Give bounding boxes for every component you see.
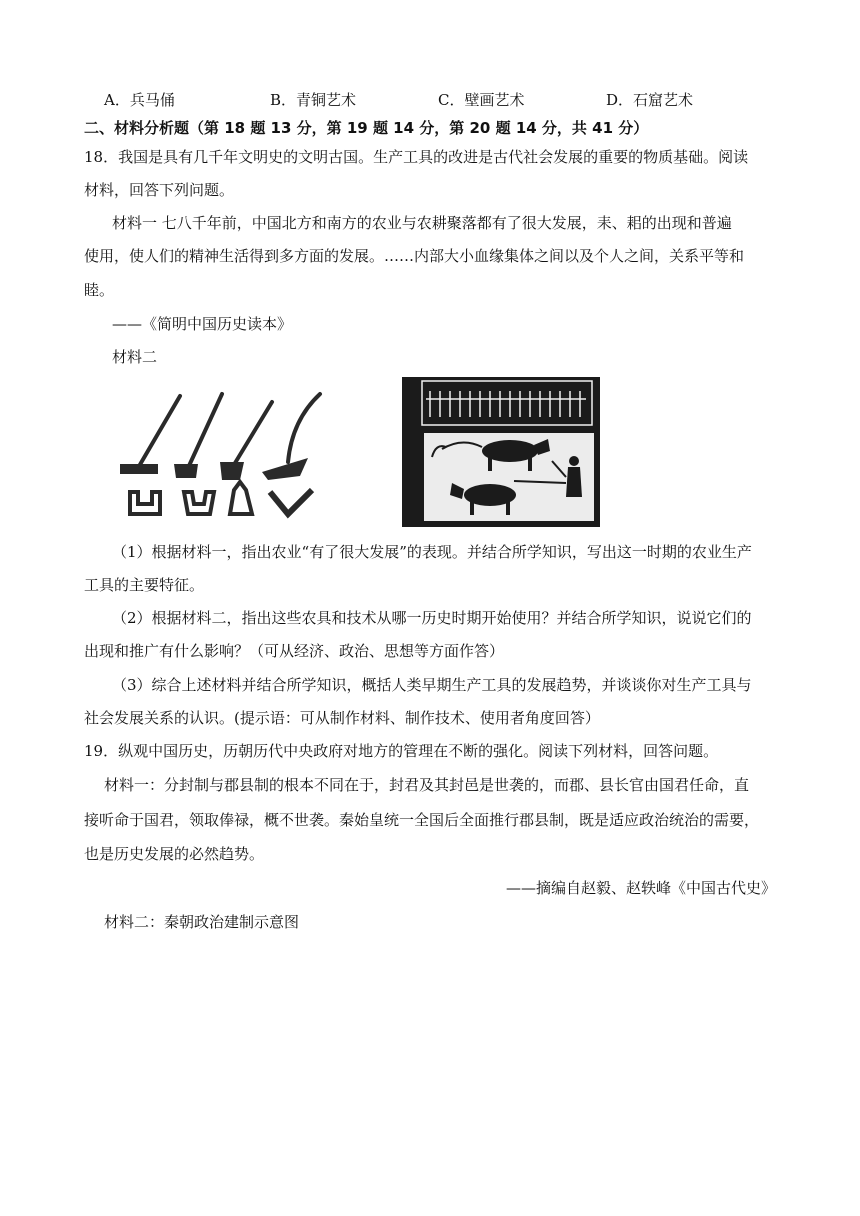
- section-header: 二、材料分析题（第 18 题 13 分，第 19 题 14 分，第 20 题 14 分，共 41 分）: [84, 119, 649, 137]
- option-letter: D．: [606, 91, 634, 109]
- ox-plowing-relief-image: [402, 377, 600, 527]
- q18-intro-line2: 材料，回答下列问题。: [84, 181, 235, 199]
- q18-material1-line2: 使用，使人们的精神生活得到多方面的发展。……内部大小血缘集体之间以及个人之间，关系平等和: [84, 247, 745, 265]
- q19-material1-line2: 接听命于国君，领取俸禄，概不世袭。秦始皇统一全国后全面推行郡县制，既是适应政治统治的需要，: [84, 811, 760, 829]
- q19-material1-source: ——摘编自赵毅、赵轶峰《中国古代史》: [505, 879, 776, 897]
- q18-sub3-line1: （3）综合上述材料并结合所学知识，概括人类早期生产工具的发展趋势，并谈谈你对生产工具与: [112, 676, 752, 694]
- option-letter: C．: [438, 91, 465, 109]
- option-text: 石窟艺术: [633, 91, 694, 109]
- option-d: [606, 90, 693, 110]
- option-letter: A．: [104, 91, 130, 109]
- q18-sub2-line1: （2）根据材料二，指出这些农具和技术从哪一历史时期开始使用？并结合所学知识，说说它们的: [112, 609, 752, 627]
- q19-intro: 19．纵观中国历史，历朝历代中央政府对地方的管理在不断的强化。阅读下列材料，回答问题。: [84, 742, 719, 760]
- q18-sub1-line1: （1）根据材料一，指出农业“有了很大发展”的表现。并结合所学知识，写出这一时期的农业生产: [112, 543, 752, 561]
- option-b: [270, 90, 356, 110]
- option-c: [438, 90, 525, 110]
- q18-sub1-line2: 工具的主要特征。: [84, 576, 205, 594]
- q18-sub2-line2: 出现和推广有什么影响？（可从经济、政治、思想等方面作答）: [84, 642, 505, 660]
- option-letter: B．: [270, 91, 297, 109]
- q18-material1-line3: 睦。: [84, 281, 115, 299]
- option-text: 壁画艺术: [464, 91, 525, 109]
- q18-intro-line1: 18．我国是具有几千年文明史的文明古国。生产工具的改进是古代社会发展的重要的物质基础。阅读: [84, 148, 749, 166]
- q19-material1-line3: 也是历史发展的必然趋势。: [84, 845, 265, 863]
- q18-sub3-line2: 社会发展关系的认识。(提示语：可从制作材料、制作技术、使用者角度回答）: [84, 709, 600, 727]
- option-a: [104, 90, 175, 110]
- option-text: 兵马俑: [129, 91, 175, 109]
- q18-material1-line1: 材料一 七八千年前，中国北方和南方的农业与农耕聚落都有了很大发展，耒、耜的出现和普遍: [112, 214, 732, 232]
- q19-material1-line1: 材料一：分封制与郡县制的根本不同在于，封君及其封邑是世袭的，而郡、县长官由国君任命，直: [104, 776, 750, 794]
- q18-material1-source: ——《简明中国历史读本》: [112, 315, 293, 333]
- q19-material2-label: 材料二：秦朝政治建制示意图: [104, 913, 300, 931]
- option-text: 青铜艺术: [296, 91, 357, 109]
- farm-tools-illustration: [112, 380, 332, 530]
- q18-material2-label: 材料二: [112, 348, 158, 366]
